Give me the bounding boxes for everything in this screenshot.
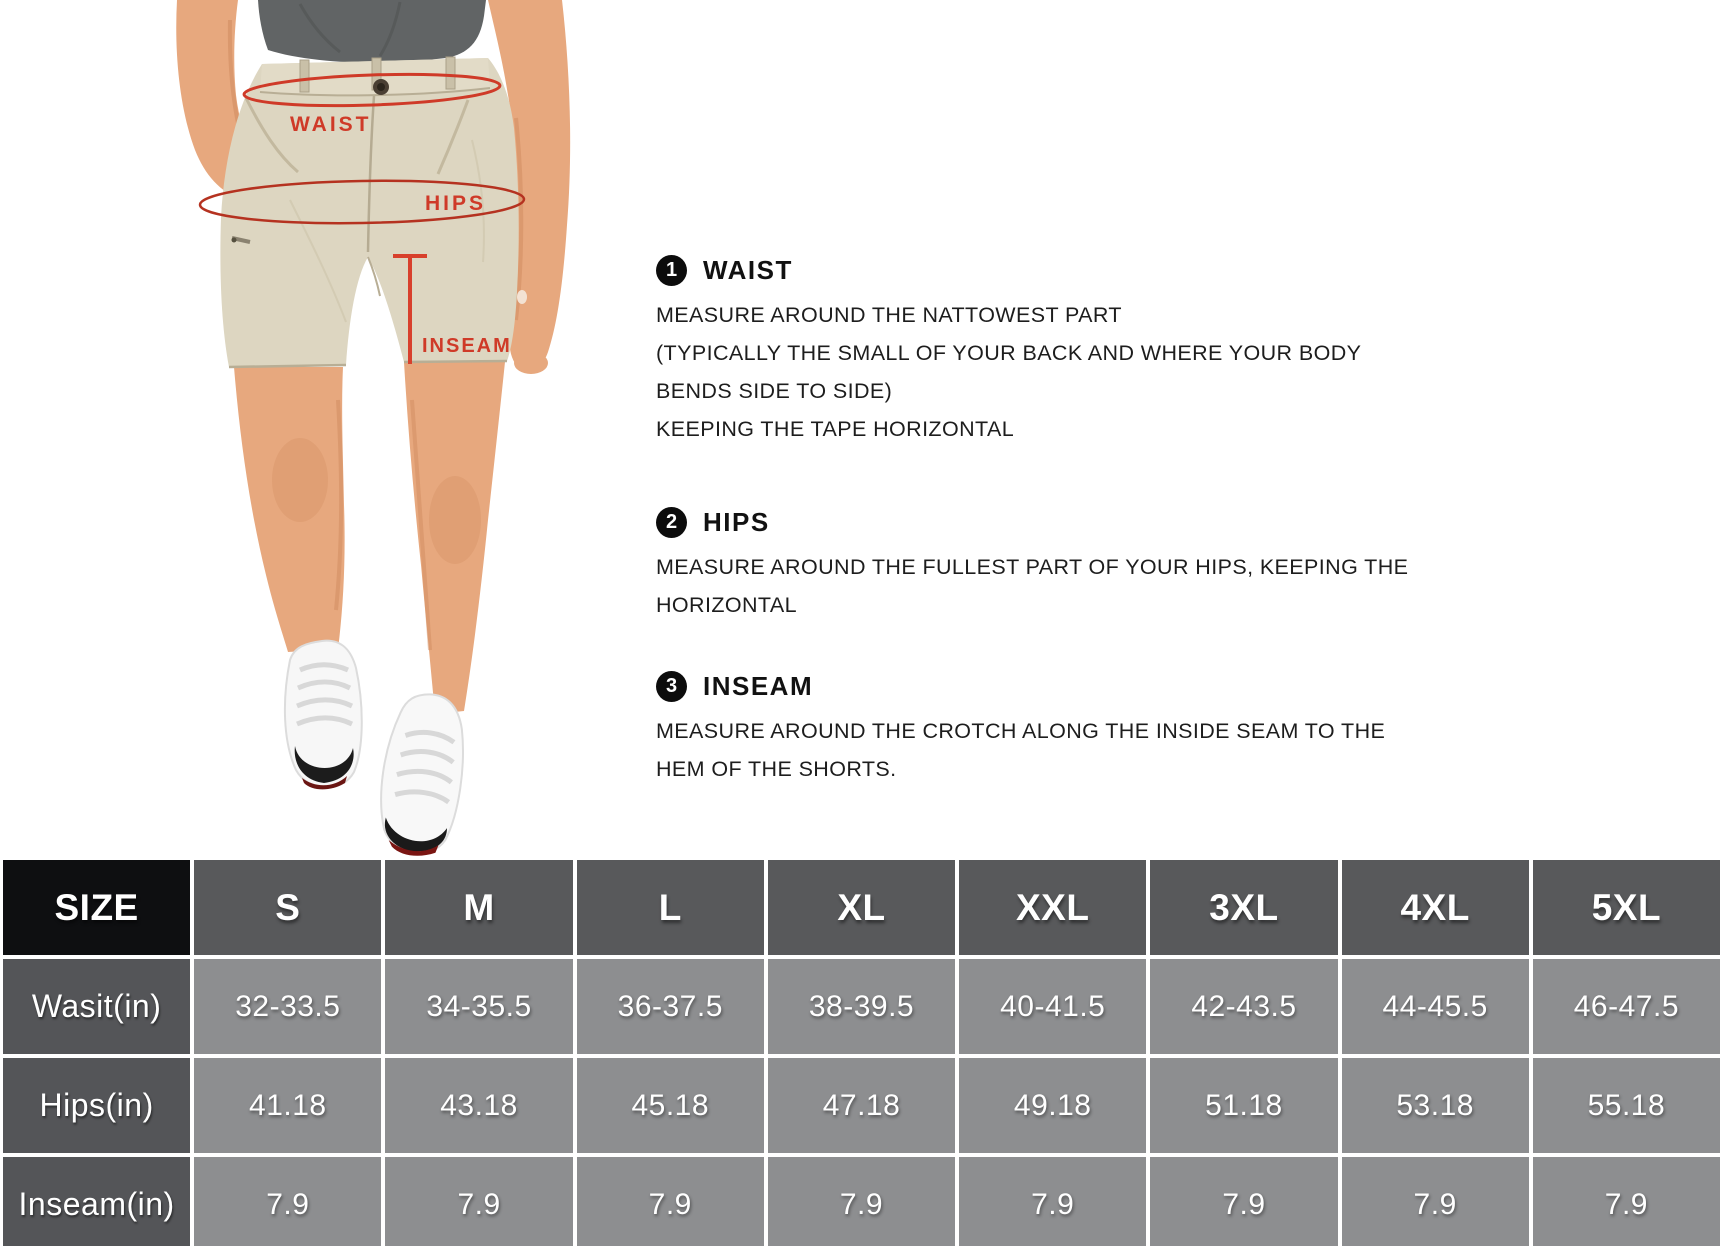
row-label-inseam: Inseam(in): [3, 1157, 190, 1246]
belt-loop: [300, 60, 309, 92]
table-header-s: S: [194, 860, 381, 955]
inseam-value: 7.9: [385, 1157, 572, 1246]
table-header-5xl: 5XL: [1533, 860, 1720, 955]
left-leg: [234, 367, 345, 652]
belt-loop: [446, 57, 455, 89]
instruction-line: BENDS SIDE TO SIDE): [656, 378, 893, 403]
waist-value: 42-43.5: [1150, 959, 1337, 1054]
instruction-line: MEASURE AROUND THE NATTOWEST PART: [656, 302, 1122, 327]
inseam-label: INSEAM: [422, 335, 512, 357]
inseam-value: 7.9: [1533, 1157, 1720, 1246]
number-badge-3: 3: [656, 671, 687, 702]
instruction-section-hips: [656, 504, 1409, 624]
row-label-waist: Wasit(in): [3, 959, 190, 1054]
table-header-4xl: 4XL: [1342, 860, 1529, 955]
hips-label: HIPS: [425, 192, 487, 215]
waist-value: 32-33.5: [194, 959, 381, 1054]
instruction-line: MEASURE AROUND THE FULLEST PART OF YOUR HIPS, KEEPING THE: [656, 554, 1409, 579]
instruction-line: MEASURE AROUND THE CROTCH ALONG THE INSIDE SEAM TO THE: [656, 718, 1386, 743]
table-header-size: SIZE: [3, 860, 190, 955]
inseam-value: 7.9: [959, 1157, 1146, 1246]
waist-value: 40-41.5: [959, 959, 1146, 1054]
waist-value: 44-45.5: [1342, 959, 1529, 1054]
hips-value: 41.18: [194, 1058, 381, 1153]
section-title: HIPS: [703, 506, 770, 537]
section-title: WAIST: [703, 254, 793, 285]
table-header-m: M: [385, 860, 572, 955]
hips-value: 53.18: [1342, 1058, 1529, 1153]
hips-value: 45.18: [577, 1058, 764, 1153]
size-chart-table: [0, 857, 1723, 1246]
waist-value: 46-47.5: [1533, 959, 1720, 1054]
instruction-line: KEEPING THE TAPE HORIZONTAL: [656, 416, 1015, 441]
hips-value: 43.18: [385, 1058, 572, 1153]
section-title: INSEAM: [703, 670, 814, 701]
instruction-section-inseam: [656, 668, 1386, 788]
instruction-line: HORIZONTAL: [656, 592, 797, 617]
table-header-l: L: [577, 860, 764, 955]
model-photo: [150, 0, 600, 858]
section-heading: [656, 252, 1376, 288]
hips-value: 47.18: [768, 1058, 955, 1153]
waist-label: WAIST: [290, 113, 372, 136]
instruction-line: HEM OF THE SHORTS.: [656, 756, 897, 781]
number-badge-1: 1: [656, 255, 687, 286]
model-illustration: [150, 0, 600, 858]
shirt: [258, 0, 486, 63]
hips-value: 51.18: [1150, 1058, 1337, 1153]
inseam-value: 7.9: [577, 1157, 764, 1246]
waist-value: 34-35.5: [385, 959, 572, 1054]
hips-value: 49.18: [959, 1058, 1146, 1153]
row-label-hips: Hips(in): [3, 1058, 190, 1153]
right-shoe: [372, 689, 472, 858]
waist-value: 38-39.5: [768, 959, 955, 1054]
section-heading: [656, 504, 1376, 540]
instruction-section-waist: [656, 252, 1376, 448]
section-heading: [656, 668, 1376, 704]
number-badge-2: 2: [656, 507, 687, 538]
thumbnail-nail: [517, 290, 527, 304]
right-leg: [404, 362, 505, 714]
waist-value: 36-37.5: [577, 959, 764, 1054]
table-header-xl: XL: [768, 860, 955, 955]
inseam-value: 7.9: [768, 1157, 955, 1246]
inseam-value: 7.9: [1150, 1157, 1337, 1246]
hips-value: 55.18: [1533, 1058, 1720, 1153]
inseam-value: 7.9: [1342, 1157, 1529, 1246]
table-header-3xl: 3XL: [1150, 860, 1337, 955]
table-header-xxl: XXL: [959, 860, 1146, 955]
left-shoe: [285, 641, 362, 790]
instruction-line: (TYPICALLY THE SMALL OF YOUR BACK AND WHERE YOUR BODY: [656, 340, 1362, 365]
inseam-value: 7.9: [194, 1157, 381, 1246]
measuring-instructions: [656, 252, 1409, 788]
